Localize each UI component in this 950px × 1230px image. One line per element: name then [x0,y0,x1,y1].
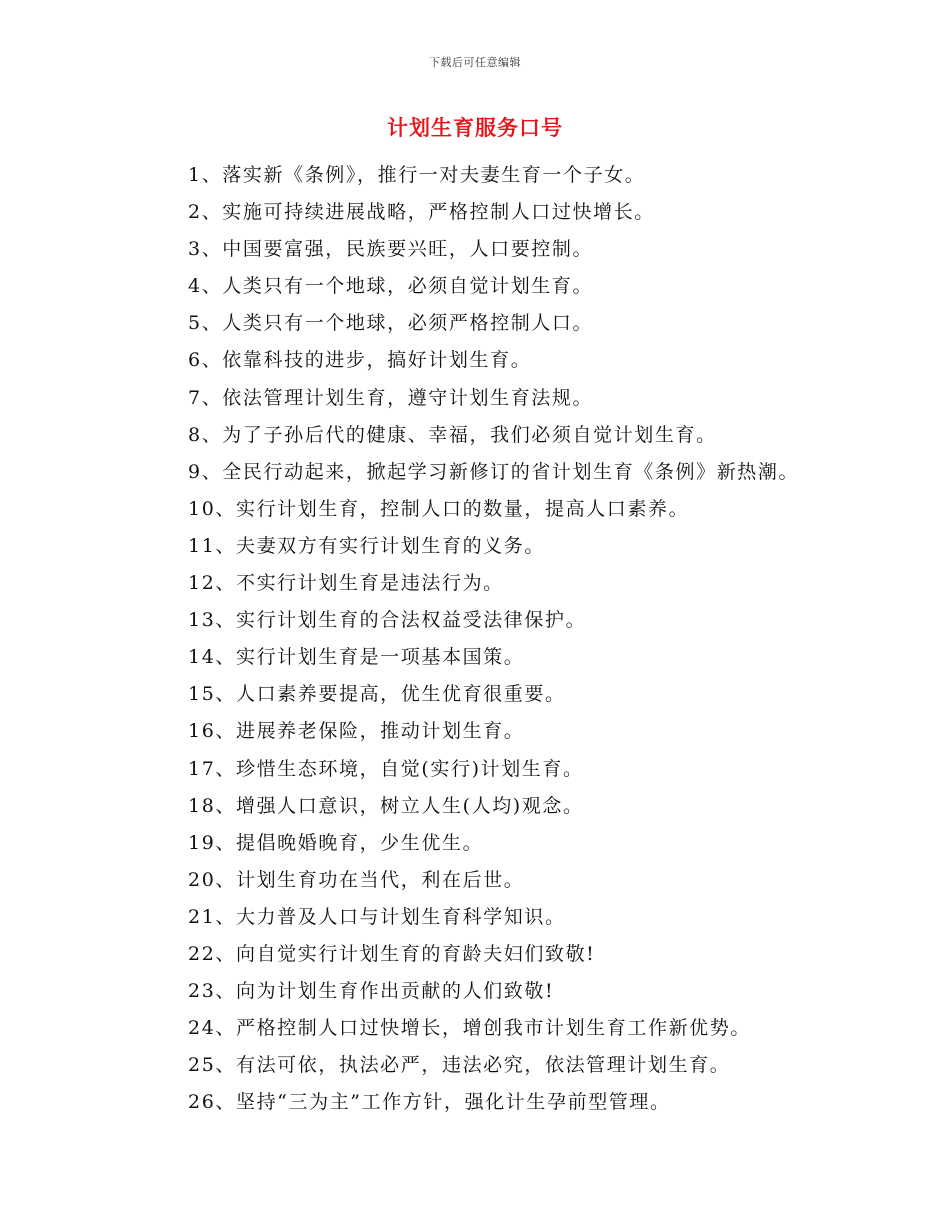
slogan-item-5: 5、人类只有一个地球，必须严格控制人口。 [188,312,594,335]
slogan-item-9: 9、全民行动起来，掀起学习新修订的省计划生育《条例》新热潮。 [188,460,800,483]
slogan-item-23: 23、向为计划生育作出贡献的人们致敬! [188,980,555,1003]
slogan-item-10: 10、实行计划生育，控制人口的数量，提高人口素养。 [188,497,690,520]
slogan-item-20: 20、计划生育功在当代，利在后世。 [188,868,525,891]
slogan-item-16: 16、进展养老保险，推动计划生育。 [188,720,525,743]
slogan-item-6: 6、依靠科技的进步，搞好计划生育。 [188,349,532,372]
slogan-item-17: 17、珍惜生态环境，自觉(实行)计划生育。 [188,757,584,780]
slogan-item-22: 22、向自觉实行计划生育的育龄夫妇们致敬! [188,942,596,965]
slogan-item-14: 14、实行计划生育是一项基本国策。 [188,646,525,669]
slogan-item-18: 18、增强人口意识，树立人生(人均)观念。 [188,794,584,817]
slogan-item-24: 24、严格控制人口过快增长，增创我市计划生育工作新优势。 [188,1017,751,1040]
document-title: 计划生育服务口号 [387,116,563,140]
slogan-item-19: 19、提倡晚婚晚育，少生优生。 [188,831,484,854]
slogan-list [188,157,908,1121]
slogan-item-12: 12、不实行计划生育是违法行为。 [188,572,504,595]
slogan-item-11: 11、夫妻双方有实行计划生育的义务。 [188,534,545,557]
slogan-item-1: 1、落实新《条例》，推行一对夫妻生育一个子女。 [188,164,646,186]
slogan-item-7: 7、依法管理计划生育，遵守计划生育法规。 [188,386,594,409]
slogan-item-26: 26、坚持“三为主”工作方针，强化计生孕前型管理。 [188,1091,671,1114]
slogan-item-8: 8、为了子孙后代的健康、幸福，我们必须自觉计划生育。 [188,423,717,446]
slogan-item-25: 25、有法可依，执法必严，违法必究，依法管理计划生育。 [188,1054,731,1077]
slogan-item-3: 3、中国要富强，民族要兴旺，人口要控制。 [188,238,594,261]
slogan-item-4: 4、人类只有一个地球，必须自觉计划生育。 [188,275,594,298]
slogan-item-21: 21、大力普及人口与计划生育科学知识。 [188,905,566,928]
slogan-item-2: 2、实施可持续进展战略，严格控制人口过快增长。 [188,201,655,224]
slogan-item-15: 15、人口素养要提高，优生优育很重要。 [188,683,566,706]
header-note: 下载后可任意编辑 [429,56,521,69]
slogan-item-13: 13、实行计划生育的合法权益受法律保护。 [188,609,587,632]
